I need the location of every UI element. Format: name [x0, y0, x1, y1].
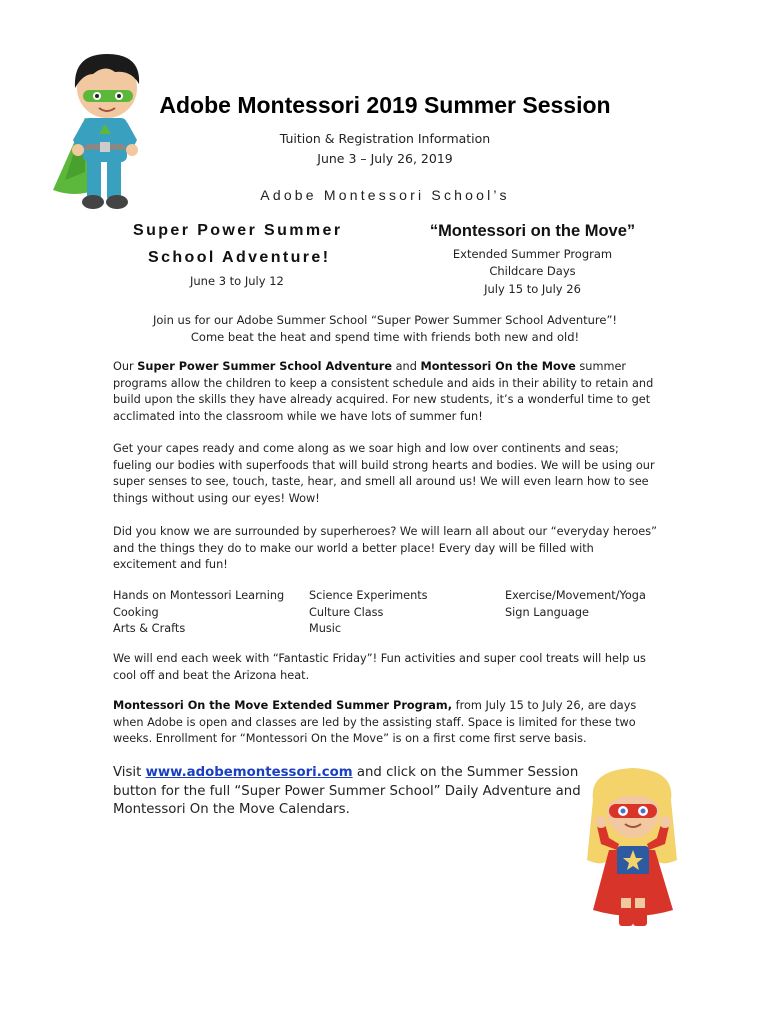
right-program-line1: Extended Summer Program [452, 247, 613, 261]
join-line-1: Join us for our Adobe Summer School “Super Power Summer School Adventure”! [152, 313, 618, 327]
activity-item: Arts & Crafts [113, 622, 186, 636]
visit-text-a: Visit [113, 765, 146, 780]
page-title: Adobe Montessori 2019 Summer Session [159, 92, 611, 118]
right-program-title: “Montessori on the Move” [429, 222, 636, 240]
para5-bold-title: Montessori On the Move Extended Summer Program, [113, 699, 452, 712]
para1-text-b: and [392, 360, 421, 373]
activity-item: Music [309, 622, 342, 636]
activity-item: Cooking [113, 605, 159, 619]
paragraph-fantastic-friday: We will end each week with “Fantastic Friday”! Fun activities and super cool treats will help us cool off and beat the Arizona heat. [113, 652, 646, 682]
activities-col-3 [505, 588, 646, 621]
subtitle-dates: June 3 – July 26, 2019 [317, 151, 453, 166]
activity-item: Science Experiments [309, 589, 428, 602]
website-link[interactable]: www.adobemontessori.com [145, 765, 353, 780]
para1-bold-program: Super Power Summer School Adventure [137, 360, 393, 373]
right-program-dates: July 15 to July 26 [484, 282, 581, 296]
activity-item: Exercise/Movement/Yoga [505, 589, 646, 602]
paragraph-extended-program [113, 698, 658, 748]
left-program-title-line2: School Adventure! [148, 249, 331, 266]
activities-col-1 [113, 588, 284, 638]
paragraph-capes: Get your capes ready and come along as we soar high and low over continents and seas; fueling our bodies with superfoods that will build strong hearts and bodies. We will be using our super senses to see, touch, taste, hear, and smell all around us! We will even learn how to see things without using our eyes! Wow! [113, 442, 655, 505]
school-heading: Adobe Montessori School’s [260, 187, 510, 203]
activity-item: Hands on Montessori Learning [113, 589, 285, 602]
para5-text: from July 15 to July 26, are days when Adobe is open and classes are led by the assisting staff. Space is limited for these two weeks. Enrollment for “Montessori On the Move” is on a first come first serve basis. [113, 699, 637, 746]
right-program-line2: Childcare Days [489, 264, 576, 278]
visit-text-b: and click on the Summer Session button for the full “Super Power Summer School” Daily Adventure and Montessori On the Move Calendars. [113, 765, 581, 817]
left-program-title-line1: Super Power Summer [133, 222, 343, 239]
visit-website-text [113, 764, 593, 820]
subtitle-tuition: Tuition & Registration Information [279, 131, 491, 146]
para1-text-a: Our [113, 360, 138, 373]
left-program-dates: June 3 to July 12 [190, 274, 284, 288]
activities-col-2 [309, 588, 428, 638]
para1-bold-move: Montessori On the Move [420, 360, 576, 373]
activity-item: Sign Language [505, 605, 589, 619]
para1-text-c: summer programs allow the children to keep a consistent schedule and aids in their ability to retain and build upon the skills they have already acquired. For new students, it’s a wonderful time to get acclimated into the classroom while we have lots of summer fun! [113, 360, 654, 423]
paragraph-programs [113, 359, 658, 425]
paragraph-heroes: Did you know we are surrounded by superheroes? We will learn all about our “everyday heroes” and the things they do to make our world a better place! Every day will be filled with excitement and fun! [113, 525, 657, 572]
join-line-2: Come beat the heat and spend time with friends both new and old! [190, 330, 580, 344]
activity-item: Culture Class [309, 605, 384, 619]
